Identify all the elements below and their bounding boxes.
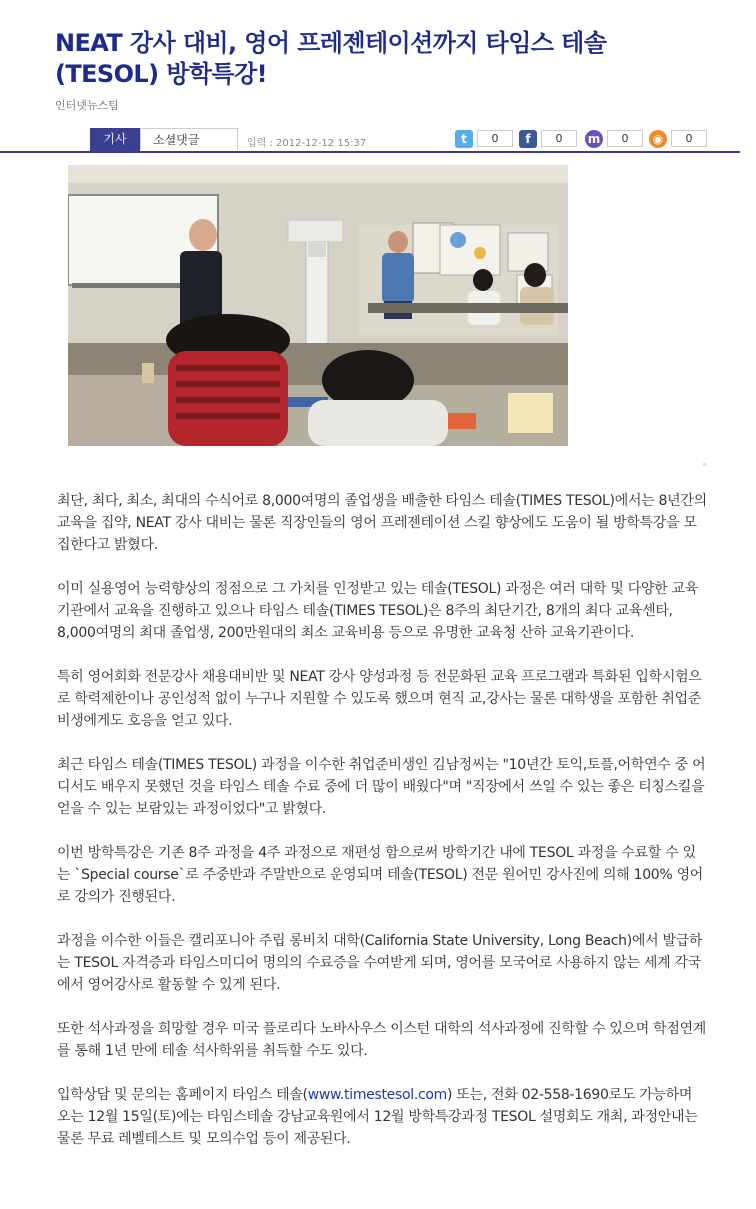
byline: 인터넷뉴스팀: [55, 99, 119, 112]
article-paragraph: 최근 타임스 테솔(TIMES TESOL) 과정을 이수한 취업준비생인 김남정씨는 "10년간 토익,토플,어학연수 중 어디서도 배우지 못했던 것을 타임스 테솔 수료 중에 더 많이 배웠다"며 "직장에서 쓰일 수 있는 좋은 티칭스킬을 얻을 수 있는 보람있는 과정이었다"고 밝혔다.: [57, 757, 706, 817]
article-paragraph: 이미 실용영어 능력향상의 정점으로 그 가치를 인정받고 있는 테솔(TESOL) 과정은 여러 대학 및 다양한 교육기관에서 교육을 진행하고 있으나 타임스 테솔(TIMES TESOL)은 8주의 최단기간, 8개의 최다 교육센타, 8,000여명의 최대 졸업생, 200만원대의 최소 교육비용 등으로 유명한 교육청 산하 교육기관이다.: [57, 581, 698, 641]
photo-marker-dot: [703, 463, 706, 466]
rss-share-button[interactable]: [649, 129, 707, 148]
article-paragraph-contact: [57, 1084, 707, 1150]
twitter-share-button[interactable]: [455, 129, 513, 148]
article-paragraph: 또한 석사과정을 희망할 경우 미국 플로리다 노바사우스 이스턴 대학의 석사과정에 진학할 수 있으며 학점연계를 통해 1년 만에 테솔 석사학위를 취득할 수도 있다.: [57, 1021, 707, 1059]
me2day-icon: m: [585, 130, 603, 148]
facebook-share-button[interactable]: [519, 129, 577, 148]
article-paragraph: 이번 방학특강은 기존 8주 과정을 4주 과정으로 재편성 함으로써 방학기간 내에 TESOL 과정을 수료할 수 있는 `Special course`로 주중반과 주말반으로 운영되며 테솔(TESOL) 전문 원어민 강사진에 의해 100% 영어로 강의가 진행된다.: [57, 845, 704, 905]
tab-social-comments[interactable]: 소셜댓글: [140, 128, 238, 150]
classroom-photo: [68, 165, 568, 446]
contact-text-pre: 입학상담 및 문의는 홈페이지 타임스 테솔(: [57, 1087, 308, 1103]
article-paragraph: 최단, 최다, 최소, 최대의 수식어로 8,000여명의 졸업생을 배출한 타임스 테솔(TIMES TESOL)에서는 8년간의 교육을 집약, NEAT 강사 대비는 물론 직장인들의 영어 프레젠테이션 스킬 향상에도 도움이 될 방학특강을 모집한다고 밝혔다.: [57, 493, 707, 553]
tab-article[interactable]: 기사: [90, 128, 140, 151]
contact-text-post: ) 또는, 전화 02-558-1690로도 가능하며 오는 12월 15일(토)에는 타임스테솔 강남교육원에서 12월 방학특강과정 TESOL 설명회도 개최, 과정안내는 물론 무료 레벨테스트 및 모의수업 등이 제공된다.: [57, 1087, 698, 1147]
article-body: [57, 490, 707, 1172]
twitter-share-count: 0: [477, 130, 513, 147]
facebook-share-count: 0: [541, 130, 577, 147]
publish-date: 입력 : 2012-12-12 15:37: [247, 138, 367, 149]
rss-icon: ◉: [649, 130, 667, 148]
twitter-icon: t: [455, 130, 473, 148]
article-toolbar: [0, 127, 740, 153]
me2day-share-button[interactable]: [585, 129, 643, 148]
article-paragraph: 과정을 이수한 이들은 캘리포니아 주립 롱비치 대학(California State University, Long Beach)에서 발급하는 TESOL 자격증과 타임스미디어 명의의 수료증을 수여받게 되며, 영어를 모국어로 사용하지 않는 세계 각국에서 영어강사로 활동할 수 있게 된다.: [57, 933, 703, 993]
me2day-share-count: 0: [607, 130, 643, 147]
rss-share-count: 0: [671, 130, 707, 147]
article-paragraph: 특히 영어회화 전문강사 채용대비반 및 NEAT 강사 양성과정 등 전문화된 교육 프로그램과 특화된 입학시험으로 학력제한이나 공인성적 없이 누구나 지원할 수 있도록 했으며 현직 교,강사는 물론 대학생을 포함한 취업준비생에게도 호응을 얻고 있다.: [57, 669, 702, 729]
facebook-icon: f: [519, 130, 537, 148]
homepage-link[interactable]: www.timestesol.com: [307, 1087, 447, 1103]
article-title: NEAT 강사 대비, 영어 프레젠테이션까지 타임스 테솔(TESOL) 방학특강!: [55, 29, 607, 88]
